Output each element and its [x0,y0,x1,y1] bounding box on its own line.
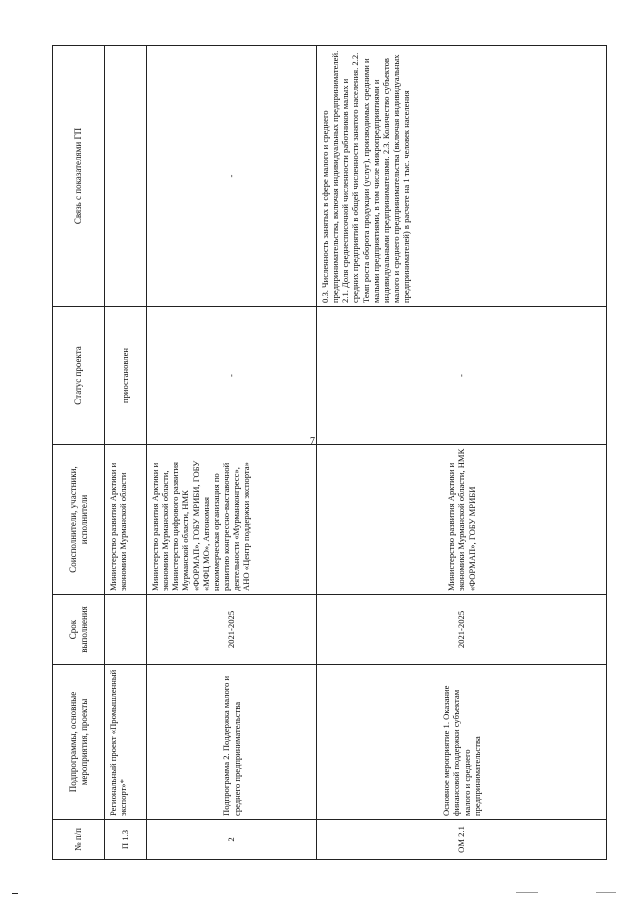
header-status: Статус проекта [53,307,105,445]
row-executors: Министерство развития Арктики и экономики Мурманской области, Министерство цифрового развития Мурманской области, НМК «ФОРМАП», ГОБУ МРИБИ, ГОБУ «МФЦ МО», Автономная некоммерческая организация по развитию конгрессно-выставочной деятельности «Мурманконгресс», АНО «Центр поддержки экспорта» [147,445,317,595]
row-link: - [147,46,317,307]
row-num: 2 [147,820,317,860]
row-executors: Министерство развития Арктики и экономики Мурманской области [105,445,147,595]
scan-artifact [516,892,538,893]
row-program: Региональный проект «Промышленный экспорт»* [105,665,147,820]
row-program: Подпрограмма 2. Поддержка малого и среднего предпринимательства [147,665,317,820]
table-row [105,46,147,860]
row-num: ОМ 2.1 [317,820,607,860]
scan-artifact [12,893,18,894]
header-executors: Соисполнители, участники, исполнители [53,445,105,595]
program-table [52,45,607,860]
table-container [52,46,607,860]
header-num: № п/п [53,820,105,860]
row-term: 2021-2025 [147,595,317,665]
row-term [105,595,147,665]
table-row [317,46,607,860]
table-row [147,46,317,860]
row-executors: Министерство развития Арктики и экономики Мурманской области, НМК «ФОРМАП», ГОБУ МРИБИ [317,445,607,595]
row-link: 0.3. Численность занятых в сфере малого и среднего предпринимательства, включая индивидуальных предпринимателей. 2.1. Доля среднесписочной численности работников малых и средних предприятий в общей численности занятого населения. 2.2. Темп роста оборота продукции (услуг), производимых средними и малыми предприятиями, в том числе микропредприятиями и индивидуальными предпринимателями. 2.3. Количество субъектов малого и среднего предпринимательства (включая индивидуальных предпринимателей) в расчете на 1 тыс. человек населения [317,46,607,307]
header-link: Связь с показателями ГП [53,46,105,307]
row-status: - [147,307,317,445]
table-header-row [53,46,105,860]
row-link [105,46,147,307]
scan-artifact [596,892,616,893]
row-term: 2021-2025 [317,595,607,665]
row-num: П 1.3 [105,820,147,860]
row-status: - [317,307,607,445]
header-term: Срок выполнения [53,595,105,665]
header-program: Подпрограммы, основные мероприятия, проекты [53,665,105,820]
page-number: 7 [310,436,315,447]
row-program: Основное мероприятие 1. Оказание финансовой поддержки субъектам малого и среднего предпринимательства [317,665,607,820]
row-status: приостановлен [105,307,147,445]
